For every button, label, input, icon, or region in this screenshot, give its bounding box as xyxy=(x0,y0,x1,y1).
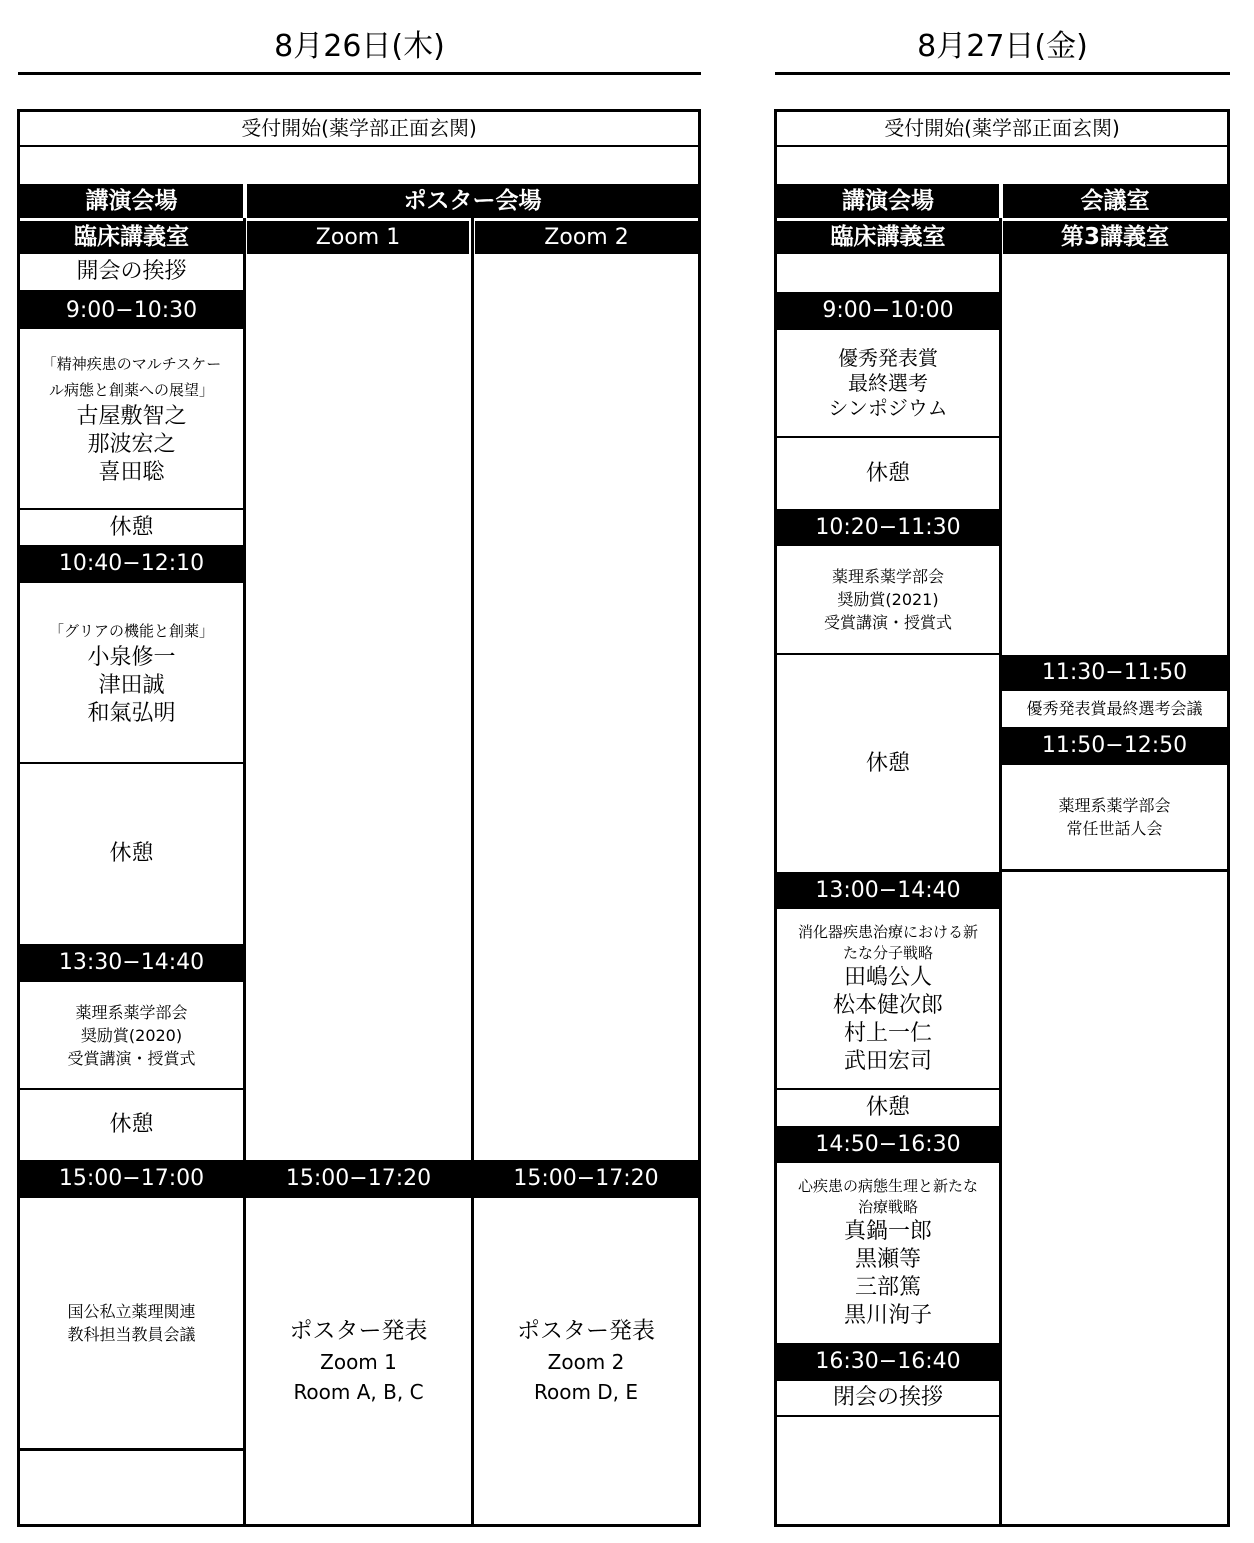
day2-break3: 休憩 xyxy=(865,1095,910,1121)
day1-s2-speaker: 津田誠 xyxy=(98,672,165,698)
day1-s2-title: 「グリアの機能と創薬」 xyxy=(48,621,214,640)
day1-s4-session xyxy=(20,1198,243,1451)
day2-header-lecture: 講演会場 xyxy=(777,184,999,218)
day2-s5-time: 16:30−16:40 xyxy=(777,1343,999,1381)
day1-s3-line: 受賞講演・授賞式 xyxy=(67,1048,196,1068)
day2-reception: 受付開始(薬学部正面玄関) xyxy=(777,112,1227,147)
day1-s1-time: 9:00−10:30 xyxy=(20,292,243,329)
day1-break3: 休憩 xyxy=(109,1112,154,1138)
day2-s3-speaker: 田嶋公人 xyxy=(843,964,932,990)
day1-poster1-session xyxy=(246,1198,471,1524)
day1-poster2-title: ポスター発表 xyxy=(517,1318,655,1344)
day2-s3-title-a: 消化器疾患治療における新 xyxy=(797,922,978,941)
day1-poster1-rooms: Room A, B, C xyxy=(293,1380,424,1404)
day1-poster2-zoom: Zoom 2 xyxy=(547,1350,625,1374)
day2-m2-line: 常任世話人会 xyxy=(1066,819,1163,838)
day1-s2-session xyxy=(20,583,243,764)
day2-header-room: 臨床講義室 xyxy=(777,221,999,254)
day1-s1-speaker: 古屋敷智之 xyxy=(76,403,187,429)
day1-s3-line: 薬理系薬学部会 xyxy=(75,1002,188,1022)
day1-s2-speaker: 和氣弘明 xyxy=(87,700,176,726)
day2-s4-speaker: 三部篤 xyxy=(854,1275,921,1300)
day2-m2-time: 11:50−12:50 xyxy=(1002,727,1227,765)
day1-header-room: 臨床講義室 xyxy=(20,221,243,254)
day2-s2-line: 奨励賞(2021) xyxy=(837,590,939,609)
day1-poster1-time: 15:00−17:20 xyxy=(246,1160,471,1198)
day1-s1-title-a: 「精神疾患のマルチスケー xyxy=(41,354,222,373)
day1-s4-line: 教科担当教員会議 xyxy=(67,1325,196,1344)
day2-s3-speaker: 松本健次郎 xyxy=(832,992,943,1018)
day1-header-poster: ポスター会場 xyxy=(247,184,698,218)
day1-break2: 休憩 xyxy=(109,841,154,867)
day2-blank-slot xyxy=(777,254,999,292)
day2-s4-speaker: 黒瀬等 xyxy=(854,1247,921,1272)
day1-poster1-title: ポスター発表 xyxy=(289,1318,428,1344)
day2-s2-line: 薬理系薬学部会 xyxy=(831,567,944,586)
day1-s1-speaker: 喜田聡 xyxy=(98,459,165,485)
day1-blank-row xyxy=(20,147,698,183)
day1-opening: 開会の挨拶 xyxy=(20,254,243,292)
day1-poster1-zoom: Zoom 1 xyxy=(320,1350,397,1374)
day2-s4-title-a: 心疾患の病態生理と新たな xyxy=(797,1177,978,1195)
day2-s4-time: 14:50−16:30 xyxy=(777,1126,999,1163)
day2-break2: 休憩 xyxy=(865,750,910,776)
day1-header-zoom2: Zoom 2 xyxy=(475,221,698,254)
day2-s1-time: 9:00−10:00 xyxy=(777,292,999,330)
day1-poster2-time: 15:00−17:20 xyxy=(474,1160,698,1198)
day2-break1: 休憩 xyxy=(865,460,910,486)
day1-title: 8月26日(木) xyxy=(18,22,701,75)
day1-reception: 受付開始(薬学部正面玄関) xyxy=(20,112,698,147)
day2-s2-line: 受賞講演・授賞式 xyxy=(823,613,952,632)
day2-s3-speaker: 武田宏司 xyxy=(843,1048,932,1074)
day2-m1-label: 優秀発表賞最終選考会議 xyxy=(1026,698,1203,718)
day1-s3-session xyxy=(20,982,243,1090)
day2-s3-speaker: 村上一仁 xyxy=(843,1020,932,1046)
day1-s4-time: 15:00−17:00 xyxy=(20,1160,243,1198)
day2-s4-title-b: 治療戦略 xyxy=(857,1198,918,1216)
day2-s1-line: 優秀発表賞 xyxy=(838,345,938,370)
day2-s2-time: 10:20−11:30 xyxy=(777,509,999,546)
day2-header-room3: 第3講義室 xyxy=(1003,221,1227,254)
day1-s1-session xyxy=(20,329,243,510)
day2-s1-line: シンポジウム xyxy=(828,395,948,420)
day2-s1-session xyxy=(777,330,999,438)
day1-break1: 休憩 xyxy=(109,514,154,540)
day2-s1-line: 最終選考 xyxy=(848,370,928,395)
day2-header-meeting: 会議室 xyxy=(1003,184,1227,218)
day2-s3-session xyxy=(777,909,999,1090)
day2-s4-speaker: 真鍋一郎 xyxy=(843,1219,932,1244)
day2-s4-session xyxy=(777,1163,999,1343)
day2-s2-session xyxy=(777,546,999,655)
day2-s4-speaker: 黒川洵子 xyxy=(843,1303,932,1328)
day1-s3-line: 奨励賞(2020) xyxy=(80,1025,183,1045)
day1-header-lecture: 講演会場 xyxy=(20,184,243,218)
day1-header-zoom1: Zoom 1 xyxy=(247,221,469,254)
day2-blank-row xyxy=(777,147,1227,183)
day1-s2-speaker: 小泉修一 xyxy=(87,644,176,670)
day2-m2-line: 薬理系薬学部会 xyxy=(1058,796,1171,815)
day2-s3-time: 13:00−14:40 xyxy=(777,872,999,909)
day2-m2-session xyxy=(1002,765,1227,872)
day1-s2-time: 10:40−12:10 xyxy=(20,545,243,583)
day1-poster2-session xyxy=(474,1198,698,1524)
day1-s3-time: 13:30−14:40 xyxy=(20,944,243,982)
day2-closing: 閉会の挨拶 xyxy=(777,1381,999,1417)
day1-s1-title-b: ル病態と創薬への展望」 xyxy=(48,380,214,399)
day1-poster2-rooms: Room D, E xyxy=(533,1380,639,1404)
day1-s1-speaker: 那波宏之 xyxy=(87,431,176,457)
day2-title: 8月27日(金) xyxy=(775,22,1230,75)
day2-m1-time: 11:30−11:50 xyxy=(1002,655,1227,691)
day1-s4-line: 国公私立薬理関連 xyxy=(67,1302,196,1321)
day2-s3-title-b: たな分子戦略 xyxy=(842,943,933,962)
